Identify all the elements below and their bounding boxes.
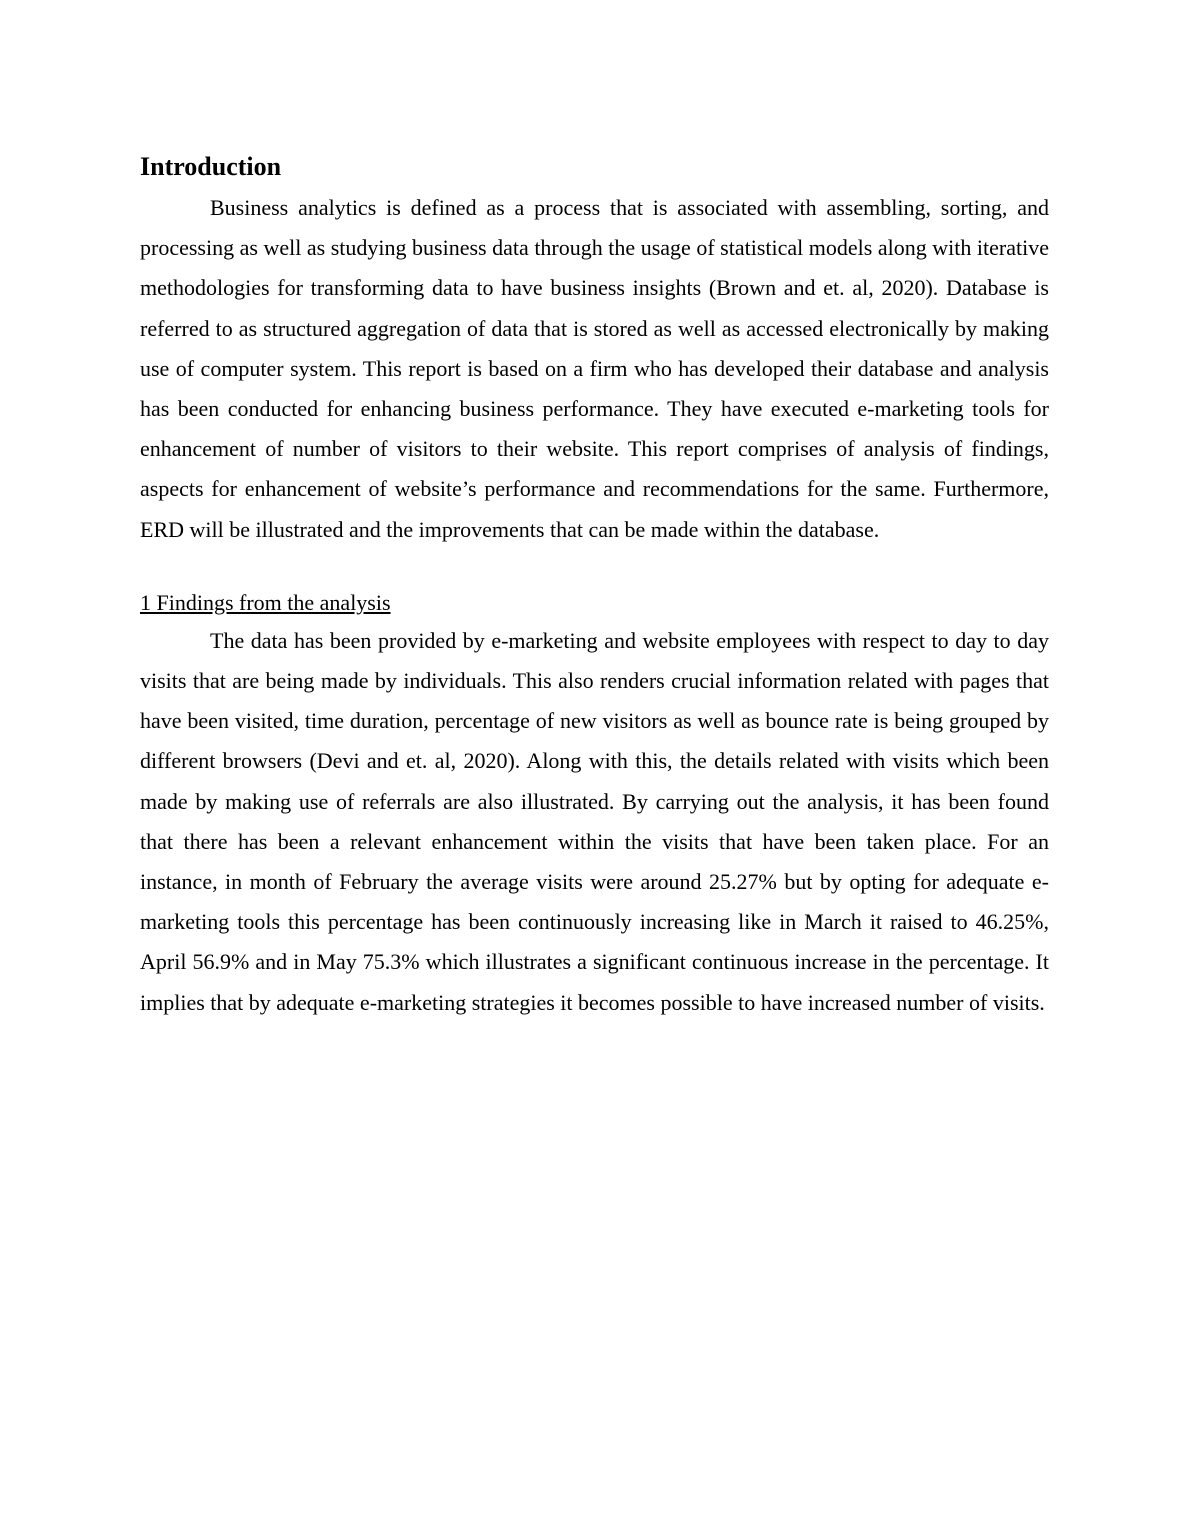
findings-paragraph: The data has been provided by e-marketing and website employees with respect to day to day visits that are being made by individuals. This also renders crucial information related with pages that have been visited, time duration, percentage of new visitors as well as bounce rate is being grouped by different browsers (Devi and et. al, 2020). Along with this, the details related with visits which been made by making use of referrals are also illustrated. By carrying out the analysis, it has been found that there has been a relevant enhancement within the visits that have been taken place. For an instance, in month of February the average visits were around 25.27% but by opting for adequate e-marketing tools this percentage has been continuously increasing like in March it raised to 46.25%, April 56.9% and in May 75.3% which illustrates a significant continuous increase in the percentage. It implies that by adequate e-marketing strategies it becomes possible to have increased number of visits. (140, 627, 1049, 1015)
introduction-paragraph: Business analytics is defined as a process that is associated with assembling, sorting, and processing as well as studying business data through the usage of statistical models along with iterative methodologies for transforming data to have business insights (Brown and et. al, 2020). Database is referred to as structured aggregation of data that is stored as well as accessed electronically by making use of computer system. This report is based on a firm who has developed their database and analysis has been conducted for enhancing business performance. They have executed e-marketing tools for enhancement of number of visitors to their website. This report comprises of analysis of findings, aspects for enhancement of website’s performance and recommendations for the same. Furthermore, ERD will be illustrated and the improvements that can be made within the database. (140, 195, 1049, 542)
introduction-heading: Introduction (140, 152, 282, 181)
findings-heading: 1 Findings from the analysis (140, 589, 391, 615)
document-page (140, 150, 1049, 1023)
